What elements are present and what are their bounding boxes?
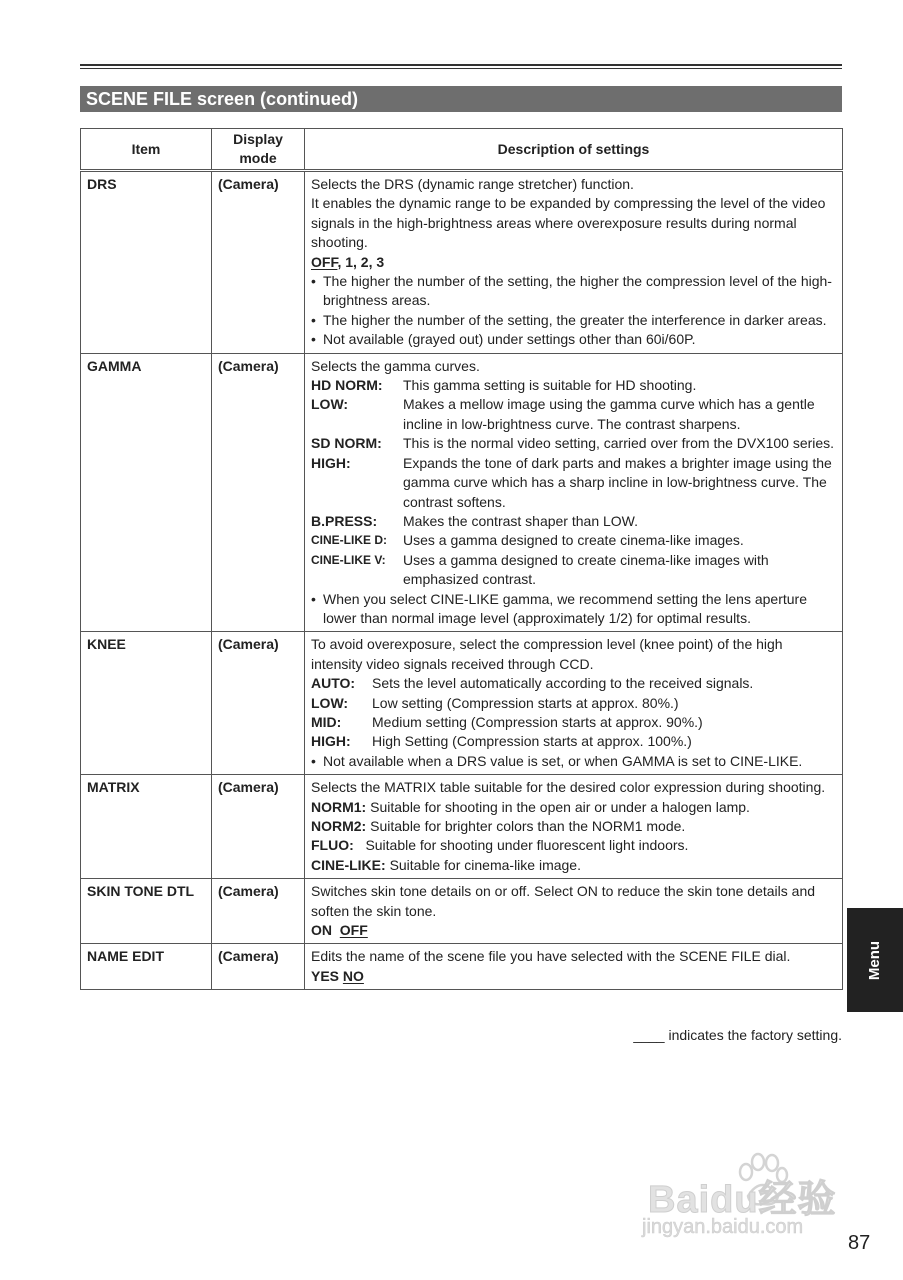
option-text: Uses a gamma designed to create cinema-like images. <box>403 532 744 549</box>
mode-gamma: (Camera) <box>212 353 305 632</box>
gamma-option-cine-like-v <box>311 551 836 590</box>
gamma-option-cine-like-d <box>311 531 836 550</box>
drs-bullet-1: • The higher the number of the setting, the higher the compression level of the high-brightness areas. <box>311 272 836 311</box>
desc-name-edit <box>305 944 843 990</box>
table-row-skin-tone-dtl <box>81 879 843 944</box>
mode-matrix: (Camera) <box>212 775 305 879</box>
knee-option-auto <box>311 674 836 693</box>
table-row-gamma <box>81 353 843 632</box>
option-label: CINE-LIKE D: <box>311 533 387 548</box>
item-drs: DRS <box>81 171 212 354</box>
desc-skin-tone-dtl <box>305 879 843 944</box>
gamma-option-b-press <box>311 512 836 531</box>
drs-bullet-2: • The higher the number of the setting, the greater the interference in darker areas. <box>311 311 836 330</box>
table-row-name-edit <box>81 944 843 990</box>
option-label: NORM1: <box>311 798 367 815</box>
mode-name-edit: (Camera) <box>212 944 305 990</box>
item-gamma: GAMMA <box>81 353 212 632</box>
option-text: High Setting (Compression starts at approx. 100%.) <box>372 733 692 750</box>
menu-side-tab <box>847 908 903 1012</box>
knee-option-low <box>311 694 836 713</box>
watermark-text: Baidu经验 <box>648 1179 837 1221</box>
table-row-knee <box>81 632 843 775</box>
drs-option-values: , 1, 2, 3 <box>337 253 385 270</box>
option-label: NORM2: <box>311 818 367 834</box>
baidu-watermark <box>640 1150 850 1250</box>
desc-gamma <box>305 353 843 632</box>
gamma-option-high <box>311 454 836 512</box>
drs-desc-line: Selects the DRS (dynamic range stretcher) function. <box>311 176 634 192</box>
skin-options <box>311 921 836 940</box>
skin-option-on: ON <box>311 922 332 939</box>
option-text: This is the normal video setting, carried over from the DVX100 series. <box>403 435 835 452</box>
option-text: This gamma setting is suitable for HD shooting. <box>403 377 697 394</box>
mode-knee: (Camera) <box>212 632 305 775</box>
option-label: FLUO: <box>311 837 354 854</box>
matrix-option-norm1 <box>311 798 836 817</box>
gamma-option-sd-norm <box>311 434 836 453</box>
mode-drs: (Camera) <box>212 171 305 354</box>
watermark-url: jingyan.baidu.com <box>642 1216 804 1238</box>
option-text: Suitable for cinema-like image. <box>389 856 581 873</box>
option-label: CINE-LIKE: <box>311 856 386 873</box>
table-row-drs <box>81 171 843 354</box>
table-header-row <box>81 129 843 171</box>
item-name-edit: NAME EDIT <box>81 944 212 990</box>
matrix-option-cine-like <box>311 856 836 875</box>
header-item: Item <box>81 129 212 171</box>
option-text: Suitable for shooting under fluorescent light indoors. <box>365 837 689 854</box>
option-label: B.PRESS: <box>311 512 378 529</box>
option-label: HIGH: <box>311 454 351 471</box>
option-text: Suitable for brighter colors than the NORM1 mode. <box>370 818 686 834</box>
option-label: CINE-LIKE V: <box>311 552 386 567</box>
skin-option-off: OFF <box>339 922 368 939</box>
top-rule <box>80 64 842 69</box>
desc-drs <box>305 171 843 354</box>
item-matrix: MATRIX <box>81 775 212 879</box>
table-row-matrix <box>81 775 843 879</box>
option-label: AUTO: <box>311 675 356 692</box>
option-text: Expands the tone of dark parts and makes a brighter image using the gamma curve which has a sharp incline in low-brightness curve. The contrast softens. <box>403 454 832 510</box>
drs-options <box>311 253 836 272</box>
option-text: Uses a gamma designed to create cinema-like images with emphasized contrast. <box>403 551 769 588</box>
desc-matrix <box>305 775 843 879</box>
option-label: LOW: <box>311 396 349 413</box>
drs-option-off: OFF <box>311 253 338 270</box>
matrix-desc-line: Selects the MATRIX table suitable for the desired color expression during shooting. <box>311 779 826 796</box>
gamma-bullet: • When you select CINE-LIKE gamma, we recommend setting the lens aperture lower than normal image level (approximately 1/2) for optimal results. <box>311 590 836 629</box>
item-knee: KNEE <box>81 632 212 775</box>
option-label: HIGH: <box>311 733 351 750</box>
page-number: 87 <box>848 1232 871 1254</box>
gamma-desc-line: Selects the gamma curves. <box>311 357 480 374</box>
header-display-mode: Display mode <box>212 129 305 171</box>
gamma-option-hd-norm <box>311 376 836 395</box>
option-text: Sets the level automatically according to the received signals. <box>372 675 754 692</box>
item-skin-tone-dtl: SKIN TONE DTL <box>81 879 212 944</box>
factory-setting-footnote: ____ indicates the factory setting. <box>633 1027 842 1043</box>
skin-desc-line: Switches skin tone details on or off. Select ON to reduce the skin tone details and soften the skin tone. <box>311 883 816 919</box>
gamma-option-low <box>311 395 836 434</box>
option-text: Suitable for shooting in the open air or under a halogen lamp. <box>370 798 750 815</box>
name-edit-desc-line: Edits the name of the scene file you have selected with the SCENE FILE dial. <box>311 948 791 965</box>
option-label: MID: <box>311 713 342 730</box>
mode-skin-tone-dtl: (Camera) <box>212 879 305 944</box>
option-text: Makes a mellow image using the gamma curve which has a gentle incline in low-brightness curve. The contrast sharpens. <box>403 396 815 432</box>
option-text: Medium setting (Compression starts at approx. 90%.) <box>372 713 703 730</box>
option-label: LOW: <box>311 694 349 711</box>
option-label: HD NORM: <box>311 377 383 394</box>
option-label: SD NORM: <box>311 435 382 452</box>
option-text: Makes the contrast shaper than LOW. <box>403 512 639 529</box>
header-description: Description of settings <box>305 129 843 171</box>
section-title: SCENE FILE screen (continued) <box>80 86 842 112</box>
name-edit-options <box>311 967 836 986</box>
desc-knee <box>305 632 843 775</box>
settings-table <box>80 128 843 990</box>
drs-bullet-3: • Not available (grayed out) under settings other than 60i/60P. <box>311 330 836 349</box>
knee-desc-line: To avoid overexposure, select the compression level (knee point) of the high intensity video signals received through CCD. <box>311 636 783 672</box>
matrix-option-norm2 <box>311 817 836 836</box>
matrix-option-fluo <box>311 836 836 855</box>
knee-option-mid <box>311 713 836 732</box>
option-text: Low setting (Compression starts at approx. 80%.) <box>372 694 679 711</box>
name-edit-option-yes: YES <box>311 967 340 984</box>
drs-desc-detail: It enables the dynamic range to be expanded by compressing the level of the video signals in the high-brightness areas where overexposure results during normal shooting. <box>311 195 826 251</box>
knee-option-high <box>311 732 836 751</box>
knee-bullet: • Not available when a DRS value is set, or when GAMMA is set to CINE-LIKE. <box>311 752 836 771</box>
name-edit-option-no: NO <box>342 967 364 984</box>
side-tab-label: Menu <box>866 940 884 980</box>
